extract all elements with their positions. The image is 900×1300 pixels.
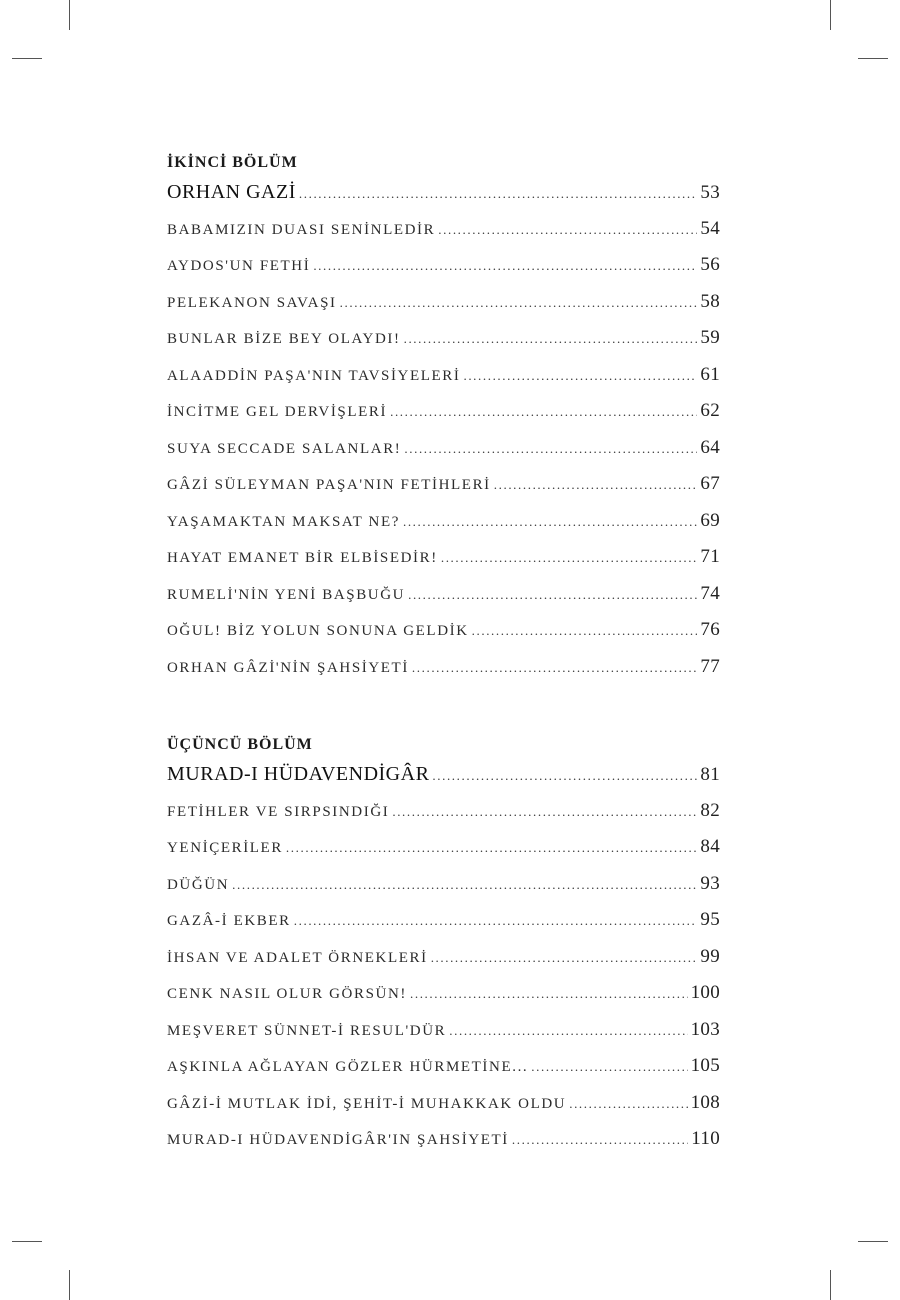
toc-entry[interactable] [167, 284, 720, 321]
entry-title: İHSAN VE ADALET ÖRNEKLERİ [167, 949, 428, 966]
toc-entry[interactable] [167, 503, 720, 540]
toc-section-ucuncu-bolum [167, 734, 720, 1158]
toc-entry[interactable] [167, 612, 720, 649]
dot-leader [408, 577, 697, 614]
toc-entry[interactable] [167, 576, 720, 613]
dot-leader [438, 212, 697, 249]
dot-leader [313, 248, 697, 285]
dot-leader [404, 431, 697, 468]
toc-entry[interactable] [167, 1012, 720, 1049]
page-number: 84 [700, 836, 720, 857]
dot-leader [340, 285, 698, 322]
page-number: 76 [700, 619, 720, 640]
dot-leader [463, 358, 697, 395]
entry-title: CENK NASIL OLUR GÖRSÜN! [167, 986, 407, 1002]
dot-leader [390, 394, 697, 431]
entry-title: GAZÂ-İ EKBER [167, 913, 291, 929]
dot-leader [431, 940, 698, 977]
entry-title: MEŞVERET SÜNNET-İ RESUL'DÜR [167, 1022, 447, 1039]
dot-leader [512, 1122, 688, 1159]
dot-leader [403, 504, 697, 541]
page-number: 100 [690, 982, 720, 1003]
page-number: 59 [700, 327, 720, 348]
toc-entry[interactable] [167, 211, 720, 248]
toc-section-ikinci-bolum [167, 152, 720, 685]
toc-entry[interactable] [167, 939, 720, 976]
entry-title: İNCİTME GEL DERVİŞLERİ [167, 404, 388, 420]
page-number: 105 [690, 1055, 720, 1076]
crop-mark-right-top [858, 58, 888, 59]
page-number: 69 [700, 509, 720, 531]
entry-title: SUYA SECCADE SALANLAR! [167, 440, 402, 457]
entry-title: GÂZİ SÜLEYMAN PAŞA'NIN FETİHLERİ [167, 477, 491, 493]
crop-mark-right-bottom [858, 1241, 888, 1242]
chapter-title: MURAD-I HÜDAVENDİGÂR [167, 763, 430, 785]
toc-entry[interactable] [167, 539, 720, 576]
dot-leader [472, 613, 698, 650]
dot-leader [232, 867, 697, 904]
entry-title: HAYAT EMANET BİR ELBİSEDİR! [167, 550, 438, 566]
entry-title: BABAMIZIN DUASI SENİNLEDİR [167, 221, 436, 238]
toc-entries [167, 211, 720, 686]
toc-entry[interactable] [167, 793, 720, 830]
toc-entry[interactable] [167, 866, 720, 903]
page-number: 71 [700, 546, 720, 567]
chapter-heading[interactable] [167, 174, 720, 211]
page-number: 54 [700, 217, 720, 239]
dot-leader [404, 321, 698, 358]
chapter-title: ORHAN GAZİ [167, 181, 296, 203]
entry-title: YAŞAMAKTAN MAKSAT NE? [167, 513, 400, 530]
entry-title: YENİÇERİLER [167, 840, 283, 856]
entry-title: BUNLAR BİZE BEY OLAYDI! [167, 331, 401, 347]
page-number: 62 [700, 400, 720, 421]
toc-entry[interactable] [167, 649, 720, 686]
toc-entry[interactable] [167, 466, 720, 503]
page-number: 74 [700, 582, 720, 604]
page-number: 110 [691, 1128, 720, 1149]
crop-mark-left-bottom [12, 1241, 42, 1242]
dot-leader [294, 903, 698, 940]
page-number: 108 [690, 1091, 720, 1113]
dot-leader [286, 830, 697, 867]
entry-title: FETİHLER VE SIRPSINDIĞI [167, 803, 390, 820]
toc-entry[interactable] [167, 829, 720, 866]
entry-title: GÂZİ-İ MUTLAK İDİ, ŞEHİT-İ MUHAKKAK OLDU [167, 1095, 567, 1112]
part-label: ÜÇÜNCÜ BÖLÜM [167, 736, 313, 753]
entry-title: AŞKINLA AĞLAYAN GÖZLER HÜRMETİNE... [167, 1059, 529, 1075]
toc-entry[interactable] [167, 1048, 720, 1085]
toc-entry[interactable] [167, 357, 720, 394]
dot-leader [494, 467, 698, 504]
entry-title: AYDOS'UN FETHİ [167, 258, 311, 274]
page-number: 103 [690, 1018, 720, 1040]
dot-leader [432, 758, 697, 795]
entry-title: DÜĞÜN [167, 876, 230, 893]
crop-mark-bottom-right [830, 1270, 831, 1300]
page-number: 67 [700, 473, 720, 494]
entry-title: OĞUL! BİZ YOLUN SONUNA GELDİK [167, 623, 469, 639]
dot-leader [392, 794, 697, 831]
toc-entry[interactable] [167, 393, 720, 430]
part-label: İKİNCİ BÖLÜM [167, 154, 298, 171]
page-number: 58 [700, 290, 720, 312]
toc-entry[interactable] [167, 902, 720, 939]
dot-leader [569, 1086, 687, 1123]
dot-leader [412, 650, 697, 687]
chapter-heading[interactable] [167, 756, 720, 793]
entry-title: ORHAN GÂZİ'NİN ŞAHSİYETİ [167, 659, 409, 676]
toc-entry[interactable] [167, 1121, 720, 1158]
page-number: 81 [700, 764, 720, 785]
page-number: 93 [700, 872, 720, 894]
page-number: 77 [700, 655, 720, 677]
crop-mark-left-top [12, 58, 42, 59]
entry-title: ALAADDİN PAŞA'NIN TAVSİYELERİ [167, 367, 461, 384]
toc-entry[interactable] [167, 247, 720, 284]
toc-entry[interactable] [167, 1085, 720, 1122]
dot-leader [410, 976, 688, 1013]
page-number: 64 [700, 436, 720, 458]
page-number: 56 [700, 254, 720, 275]
crop-mark-top-left [69, 0, 70, 30]
page-number: 95 [700, 909, 720, 930]
page-number: 53 [700, 182, 720, 203]
page-number: 61 [700, 363, 720, 385]
toc-entry[interactable] [167, 320, 720, 357]
page-number: 99 [700, 945, 720, 967]
crop-mark-bottom-left [69, 1270, 70, 1300]
crop-mark-top-right [830, 0, 831, 30]
page-number: 82 [700, 799, 720, 821]
dot-leader [449, 1013, 687, 1050]
entry-title: PELEKANON SAVAŞI [167, 294, 337, 311]
dot-leader [299, 176, 698, 213]
dot-leader [441, 540, 698, 577]
entry-title: RUMELİ'NİN YENİ BAŞBUĞU [167, 586, 406, 603]
dot-leader [531, 1049, 687, 1086]
toc-entries [167, 793, 720, 1158]
toc-entry[interactable] [167, 430, 720, 467]
entry-title: MURAD-I HÜDAVENDİGÂR'IN ŞAHSİYETİ [167, 1132, 509, 1148]
toc-entry[interactable] [167, 975, 720, 1012]
